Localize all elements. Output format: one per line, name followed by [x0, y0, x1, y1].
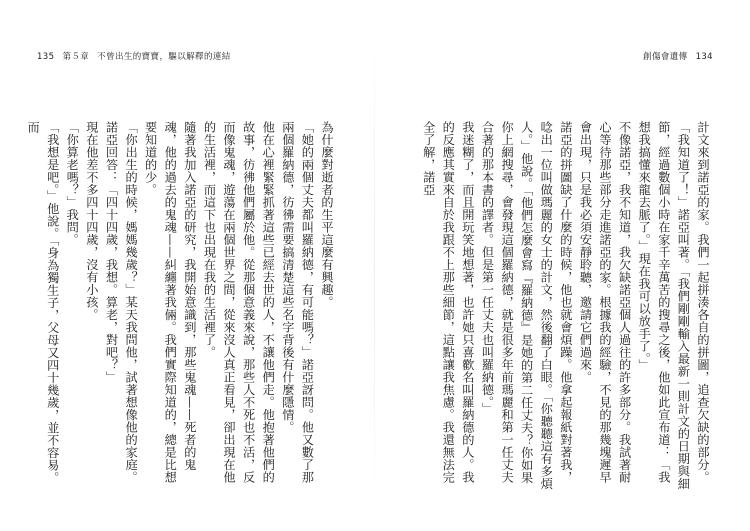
left-paragraph: 「我想是吧。」他說。「身為獨生子，父母又四十幾歲，並不容易。而 — [26, 121, 60, 484]
left-paragraph: 隨著我加入諾亞的研究，我開始意識到，那些鬼魂——死者的鬼魂，他的過去的鬼魂——糾纏著我倆。我們實際知道的，總是比想要知道的少。 — [143, 121, 197, 484]
left-paragraph: 他在心裡緊緊抓著這些已經去世的人，不讓他們走。他抱著他們的故事，彷彿他們屬於他。從那個意義來說，那些人不死也不活，反而像鬼魂，遊蕩在兩個世界之間，從來沒人真正看見，卻出現在他的生活裡，而這下也出現在我的生活裡了。 — [202, 121, 276, 484]
left-paragraph: 為什麼對逝者的生平這麼有興趣。 — [320, 121, 334, 309]
right-page-body — [418, 121, 712, 491]
right-paragraph: 「我知道了！」諾亞叫著。「我們剛剛輸入最新一則計文的日期與細節，經過數個小時在家千辛萬苦的搜尋之後，他如此宣布道：「我想我搞懂來龍去脈了。」現在我可以放手了。」 — [637, 121, 691, 490]
chapter-label: 第５章 — [62, 52, 90, 62]
book-title: 創傷會遺傳 — [643, 52, 688, 62]
left-paragraph: 「她的兩個丈夫都叫羅納德，有可能嗎？」諾亞訝問。他又數了那兩個羅納德，彷彿需要搞清楚這些名字背後有什麼隱情。 — [280, 121, 315, 484]
book-gutter — [374, 25, 375, 515]
left-running-header — [37, 50, 231, 62]
right-paragraph: 不像諾亞，我不知道，我欠缺諾亞個人過往的許多部分。我試著耐心等待那些部分走進諾亞的家。根據我的經驗，不見的那幾塊遲早會出現，只是我必須安靜聆聽，邀請它們過來。 — [578, 121, 632, 484]
right-paragraph: 我迷糊了，而且開玩笑地想著，也許她只喜歡名叫羅納德的人。我的反應其實來自於我跟不上那些細節，這點讓我焦慮。我還無法完全了解，諾亞 — [421, 121, 475, 484]
left-page-number: 135 — [37, 52, 55, 62]
left-paragraph: 「你出生的時候，媽媽幾歲？」某天我問他，試著想像他的家庭。 — [124, 121, 139, 484]
right-running-header — [643, 50, 713, 62]
left-paragraph: 現在他差不多四十四歲，沒有小孩。 — [84, 121, 99, 321]
right-paragraph: 計文來到諾亞的家。我們一起拼湊各自的拼圖，追查欠缺的部分。 — [696, 121, 710, 484]
right-page-number: 134 — [695, 52, 713, 62]
left-paragraph: 諾亞回答：「四十四歲，我想。算老，對吧？」 — [104, 121, 119, 384]
left-page-body — [26, 121, 336, 491]
left-paragraph: 「你算老嗎？」我問。 — [65, 121, 80, 246]
chapter-title: 不曾出生的寶寶，驅以解釋的連結 — [97, 52, 231, 62]
right-paragraph: 諾亞的拼圖缺了什麼的時候，他也就會煩躁。他拿起報紙對著我，唸出一位叫做瑪麗的女士的計文，然後翻了白眼。「你聽聽這有多煩人。」他說。「他們怎麼會寫『羅納德』是她的第二任丈夫？你如果你上網搜尋，會發現這個羅納德，就是很多年前瑪麗和第一任丈夫合著的那本書的譯者。但是第一任丈夫也叫羅納德。」 — [480, 121, 573, 490]
